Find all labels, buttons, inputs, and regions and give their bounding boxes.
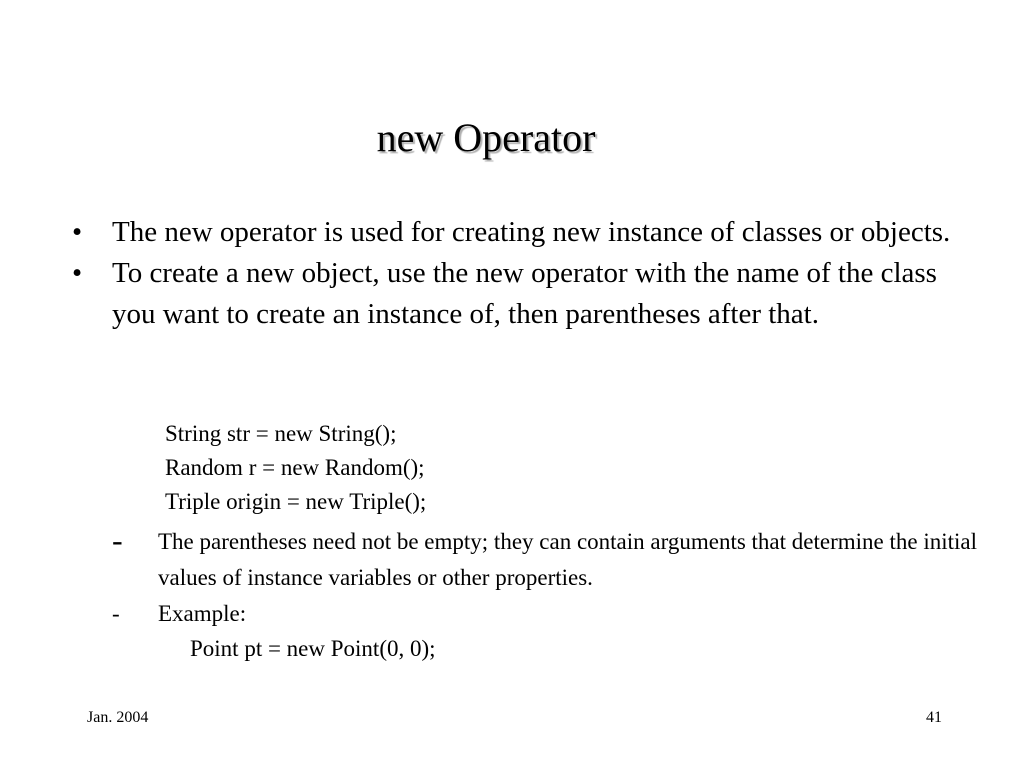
code-line: Triple origin = new Triple(); [165,489,427,514]
code-line: Random r = new Random(); [165,455,425,480]
bullet-item [72,253,972,335]
footer-date: Jan. 2004 [87,709,149,726]
bullet-item [72,212,972,253]
sub-item [112,596,992,632]
sub-item [112,524,992,596]
code-line: String str = new String(); [165,421,397,446]
bullet-icon: • [72,257,83,289]
sub-item-text: Example: [158,601,247,626]
dash-icon: - [112,601,120,626]
bullet-list [72,212,972,335]
dash-icon: - [112,522,123,558]
sub-item-list [112,524,992,666]
code-example-block [165,417,765,519]
bullet-text: To create a new object, use the new operator with the name of the class you want to create an instance of, then parentheses after that. [112,257,937,330]
bullet-icon: • [72,216,83,248]
sub-item-text: The parentheses need not be empty; they can contain arguments that determine the initial values of instance variables or other properties. [158,529,977,590]
bullet-text: The new operator is used for creating new instance of classes or objects. [112,216,951,248]
slide-title: new Operator [376,115,596,160]
example-code-line: Point pt = new Point(0, 0); [190,636,436,661]
page-number: 41 [926,709,942,726]
